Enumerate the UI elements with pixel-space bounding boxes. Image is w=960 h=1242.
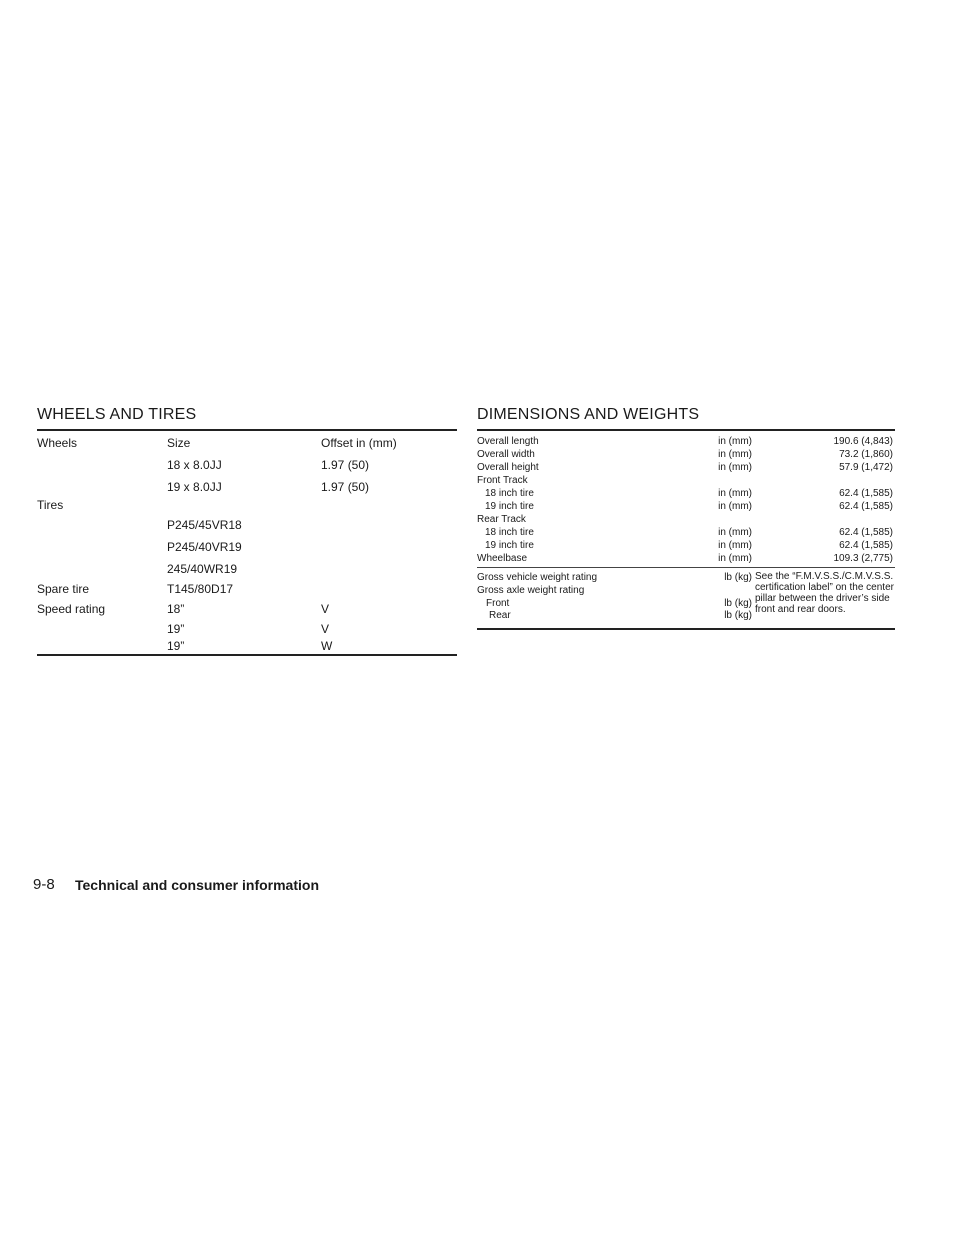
table-cell: 19 inch tire (485, 540, 534, 551)
table-cell: Front (486, 598, 510, 609)
table-cell: 19 inch tire (485, 501, 534, 512)
table-row (37, 436, 457, 456)
table-cell: Speed rating (37, 602, 106, 616)
table-cell: in (mm) (718, 540, 752, 551)
dimensions-weights-top-rule (477, 429, 895, 431)
table-row (37, 602, 457, 622)
table-row (477, 449, 895, 462)
table-cell: lb (kg) (724, 572, 752, 583)
table-cell: 73.2 (1,860) (839, 449, 893, 460)
table-cell: lb (kg) (724, 610, 752, 621)
table-row (37, 458, 457, 478)
table-cell: in (mm) (718, 462, 752, 473)
table-row (37, 498, 457, 518)
table-cell: 18 x 8.0JJ (167, 458, 222, 472)
table-cell: Tires (37, 498, 64, 512)
table-cell: Overall width (477, 449, 535, 460)
table-cell: 18” (167, 602, 185, 616)
table-row (37, 639, 457, 659)
table-row (37, 540, 457, 560)
table-cell: Gross axle weight rating (477, 585, 585, 596)
table-row (477, 462, 895, 475)
table-header: Wheels (37, 436, 78, 450)
table-row (37, 582, 457, 602)
table-cell: 19” (167, 639, 185, 653)
table-cell: Overall height (477, 462, 539, 473)
table-cell: Spare tire (37, 582, 90, 596)
table-row (37, 562, 457, 582)
table-row (477, 527, 895, 540)
table-cell: Front Track (477, 475, 528, 486)
dimensions-weights-title: DIMENSIONS AND WEIGHTS (477, 406, 700, 423)
table-cell: in (mm) (718, 553, 752, 564)
table-row (477, 501, 895, 514)
table-row (477, 475, 895, 488)
table-cell: T145/80D17 (167, 582, 234, 596)
table-cell: 1.97 (50) (321, 480, 370, 494)
table-cell: in (mm) (718, 449, 752, 460)
table-cell: 18 inch tire (485, 527, 534, 538)
table-cell: 1.97 (50) (321, 458, 370, 472)
wheels-tires-title: WHEELS AND TIRES (37, 406, 197, 423)
dimensions-weights-bottom-rule (477, 628, 895, 630)
chapter-title: Technical and consumer information (75, 877, 320, 893)
page-number: 9-8 (33, 876, 55, 893)
table-cell: 62.4 (1,585) (839, 540, 893, 551)
table-cell: 62.4 (1,585) (839, 527, 893, 538)
wheels-tires-bottom-rule (37, 654, 457, 656)
wheels-tires-top-rule (37, 429, 457, 431)
table-cell: 245/40WR19 (167, 562, 238, 576)
table-cell: 62.4 (1,585) (839, 501, 893, 512)
table-cell: V (321, 622, 330, 636)
table-cell: in (mm) (718, 488, 752, 499)
table-cell: 18 inch tire (485, 488, 534, 499)
dimensions-weights-divider (477, 567, 895, 568)
table-row (477, 436, 895, 449)
table-cell: 19 x 8.0JJ (167, 480, 222, 494)
table-cell: 57.9 (1,472) (839, 462, 893, 473)
table-cell: Overall length (477, 436, 539, 447)
weight-rating-note: See the “F.M.V.S.S./C.M.V.S.S. certification label” on the center pillar between the driver’s side front and rear doors. (755, 571, 894, 615)
table-cell: in (mm) (718, 501, 752, 512)
table-row (37, 518, 457, 538)
table-row (477, 488, 895, 501)
table-cell: in (mm) (718, 527, 752, 538)
table-cell: Rear (489, 610, 511, 621)
table-cell: 109.3 (2,775) (833, 553, 893, 564)
table-row (477, 514, 895, 527)
table-row (37, 480, 457, 500)
table-cell: Wheelbase (477, 553, 528, 564)
table-row (477, 553, 895, 566)
table-cell: P245/40VR19 (167, 540, 242, 554)
table-header: Size (167, 436, 191, 450)
table-cell: 62.4 (1,585) (839, 488, 893, 499)
table-cell: Rear Track (477, 514, 526, 525)
table-cell: 19” (167, 622, 185, 636)
table-cell: W (321, 639, 333, 653)
table-cell: V (321, 602, 330, 616)
table-cell: 190.6 (4,843) (833, 436, 893, 447)
table-cell: lb (kg) (724, 598, 752, 609)
table-cell: P245/45VR18 (167, 518, 242, 532)
table-cell: in (mm) (718, 436, 752, 447)
table-cell: Gross vehicle weight rating (477, 572, 598, 583)
table-row (477, 540, 895, 553)
table-header: Offset in (mm) (321, 436, 397, 450)
